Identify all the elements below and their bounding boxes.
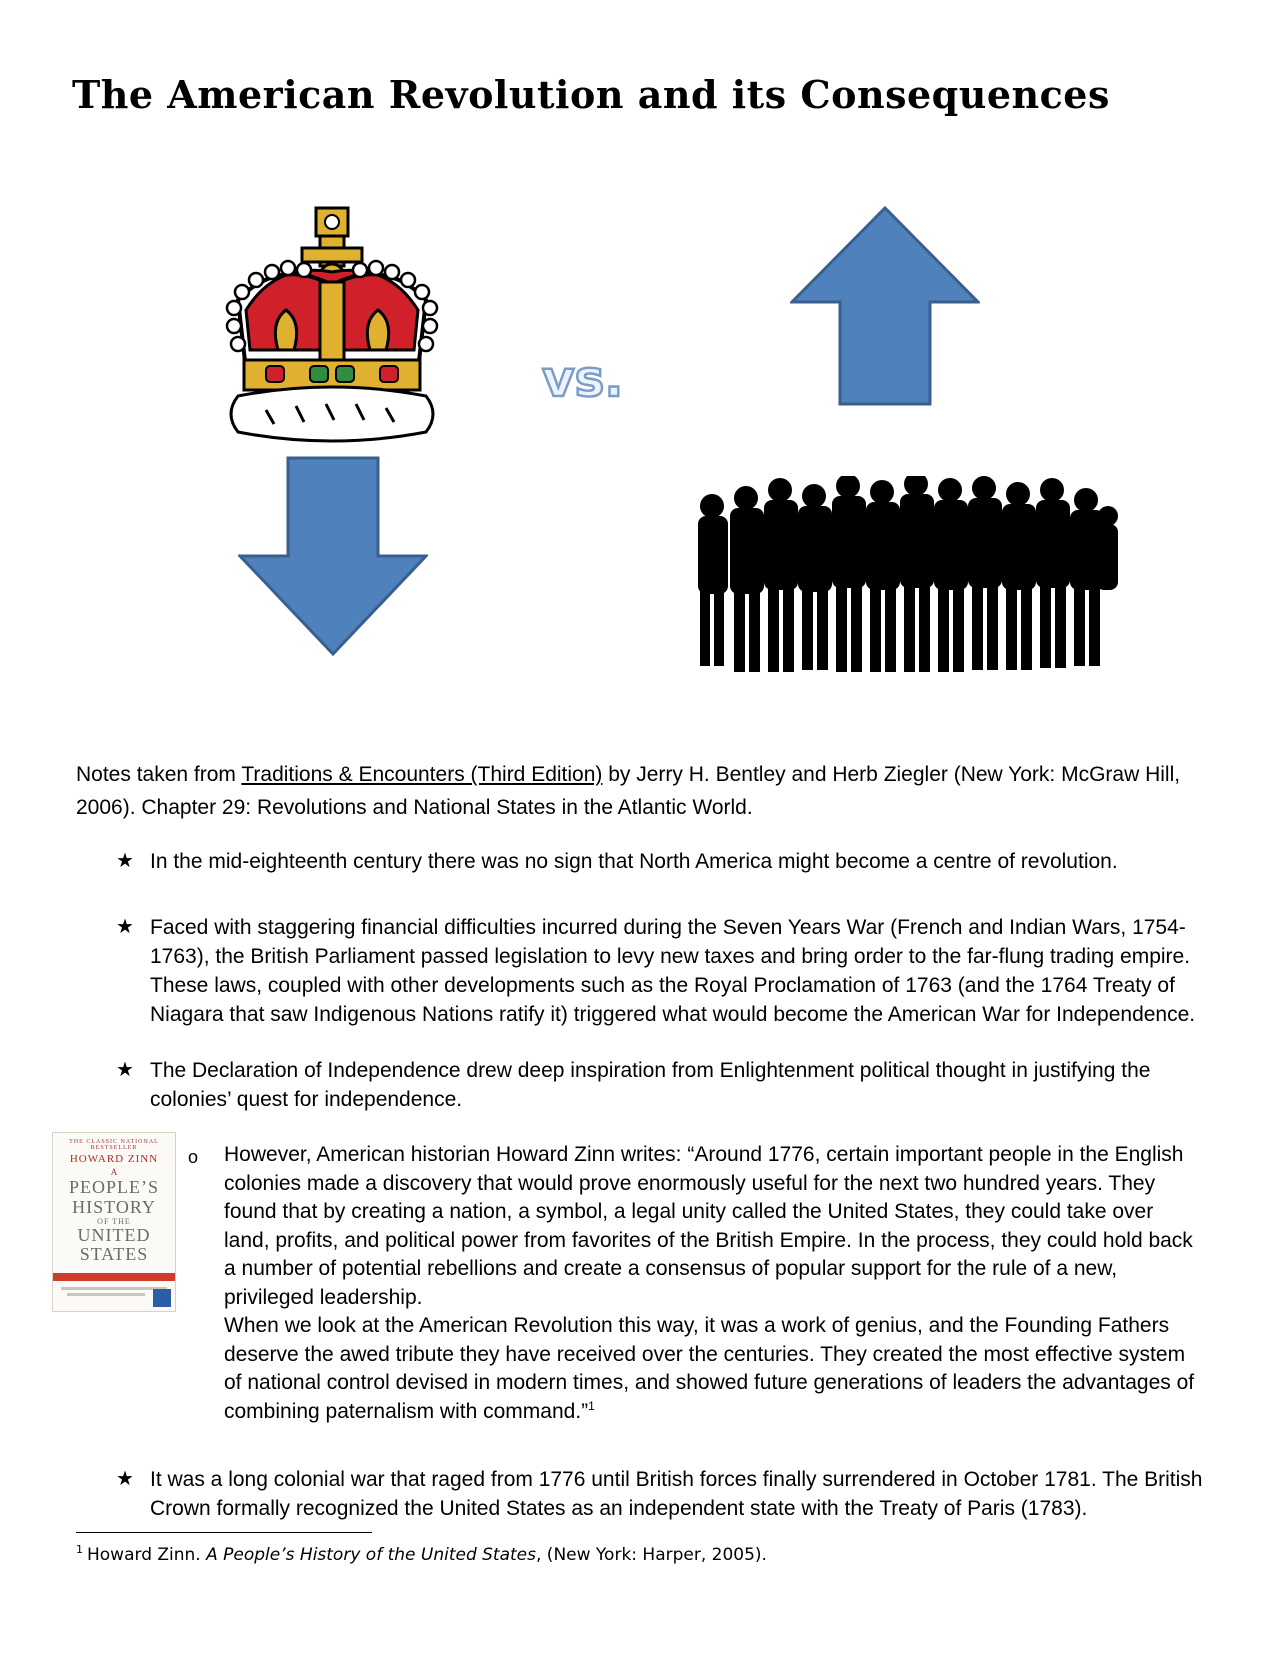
quote-paragraph-1: However, American historian Howard Zinn writes: “Around 1776, certain important people in the English colonies made a discovery that would prove enormously useful for the next two hundred years. They found that by creating a nation, a symbol, a legal unity called the United States, they could take over land, profits, and political power from favorites of the British Empire. In the process, they could hold back a number of potential rebellions and create a consensus of popular support for the rule of a new, privileged leadership. bbox=[224, 1143, 1193, 1309]
bullet-text: In the mid-eighteenth century there was no sign that North America might become a centre of revolution. bbox=[150, 850, 1118, 873]
bullet-text: Faced with staggering financial difficulties incurred during the Seven Years War (French and Indian Wars, 1754-1763), the British Parliament passed legislation to levy new taxes and bring order to the far-flung trading empire. These laws, coupled with other developments such as the Royal Proclamation of 1763 (and the 1764 Treaty of Niagara that saw Indigenous Nations ratify it) triggered what would become the American War for Independence. bbox=[150, 916, 1196, 1026]
svg-text:vs.: vs. bbox=[542, 350, 624, 408]
footnote bbox=[76, 1545, 767, 1565]
circle-bullet-icon: o bbox=[188, 1147, 199, 1167]
quote-item bbox=[188, 1141, 1198, 1312]
bullet-text: The Declaration of Independence drew deep inspiration from Enlightenment political thought in justifying the colonies’ quest for independence. bbox=[150, 1059, 1151, 1111]
cover-red-stripe bbox=[53, 1273, 175, 1281]
source-prefix: Notes taken from bbox=[76, 763, 242, 786]
page-title: The American Revolution and its Consequences bbox=[72, 72, 1110, 117]
cover-title-line: HISTORY bbox=[72, 1197, 156, 1217]
cover-fine-print bbox=[61, 1287, 167, 1290]
versus-label bbox=[538, 350, 654, 410]
cover-title-line: OF THE bbox=[97, 1217, 131, 1226]
cover-title-line: PEOPLE’S bbox=[68, 1177, 159, 1197]
star-bullet-icon: ★ bbox=[116, 916, 134, 938]
star-bullet-icon: ★ bbox=[116, 1059, 134, 1081]
crown-icon bbox=[216, 200, 448, 446]
quote-paragraph-2-text: When we look at the American Revolution this way, it was a work of genius, and the Founding Fathers deserve the awed tribute they have received over the centuries. They created the most effective system of national control devised in modern times, and showed future generations of leaders the advantages of combining paternalism with command.” bbox=[224, 1314, 1195, 1423]
footnote-reference: 1 bbox=[588, 1398, 595, 1413]
star-bullet-icon: ★ bbox=[116, 850, 134, 872]
bullet-item bbox=[116, 1056, 1206, 1114]
bullet-text: It was a long colonial war that raged from 1776 until British forces finally surrendered in October 1781. The British Crown formally recognized the United States as an independent state with the Treaty of Paris (1783). bbox=[150, 1468, 1203, 1520]
book-cover-image bbox=[52, 1132, 176, 1312]
source-note bbox=[76, 758, 1196, 824]
cover-tagline: THE CLASSIC NATIONAL BESTSELLER bbox=[69, 1139, 159, 1151]
cover-title-line: STATES bbox=[79, 1244, 149, 1264]
footnote-suffix: , (New York: Harper, 2005). bbox=[536, 1545, 767, 1565]
bullet-item bbox=[116, 913, 1206, 1029]
cover-title-line: UNITED bbox=[77, 1225, 151, 1245]
quote-continuation bbox=[188, 1312, 1198, 1426]
footnote-prefix: Howard Zinn. bbox=[87, 1545, 207, 1565]
bullet-item bbox=[116, 1465, 1206, 1523]
source-book-title: Traditions & Encounters (Third Edition) bbox=[241, 763, 603, 786]
bullet-item bbox=[116, 847, 1206, 876]
cover-title-a: A bbox=[110, 1167, 118, 1177]
footnote-title: A People’s History of the United States bbox=[206, 1545, 536, 1565]
footnote-separator bbox=[76, 1532, 372, 1533]
cover-author: HOWARD ZINN bbox=[69, 1153, 159, 1165]
publisher-logo-icon bbox=[153, 1289, 171, 1307]
star-bullet-icon: ★ bbox=[116, 1468, 134, 1490]
quote-paragraph-2 bbox=[224, 1312, 1198, 1426]
crowd-silhouette-icon bbox=[688, 476, 1118, 676]
down-arrow-icon bbox=[238, 456, 428, 656]
up-arrow-icon bbox=[790, 206, 980, 406]
cover-fine-print bbox=[67, 1293, 145, 1296]
footnote-number: 1 bbox=[76, 1543, 83, 1557]
source-suffix: by Jerry H. Bentley and Herb Ziegler (New York: McGraw Hill, 2006). Chapter 29: Revolutions and National States in the Atlantic World. bbox=[76, 763, 1181, 819]
